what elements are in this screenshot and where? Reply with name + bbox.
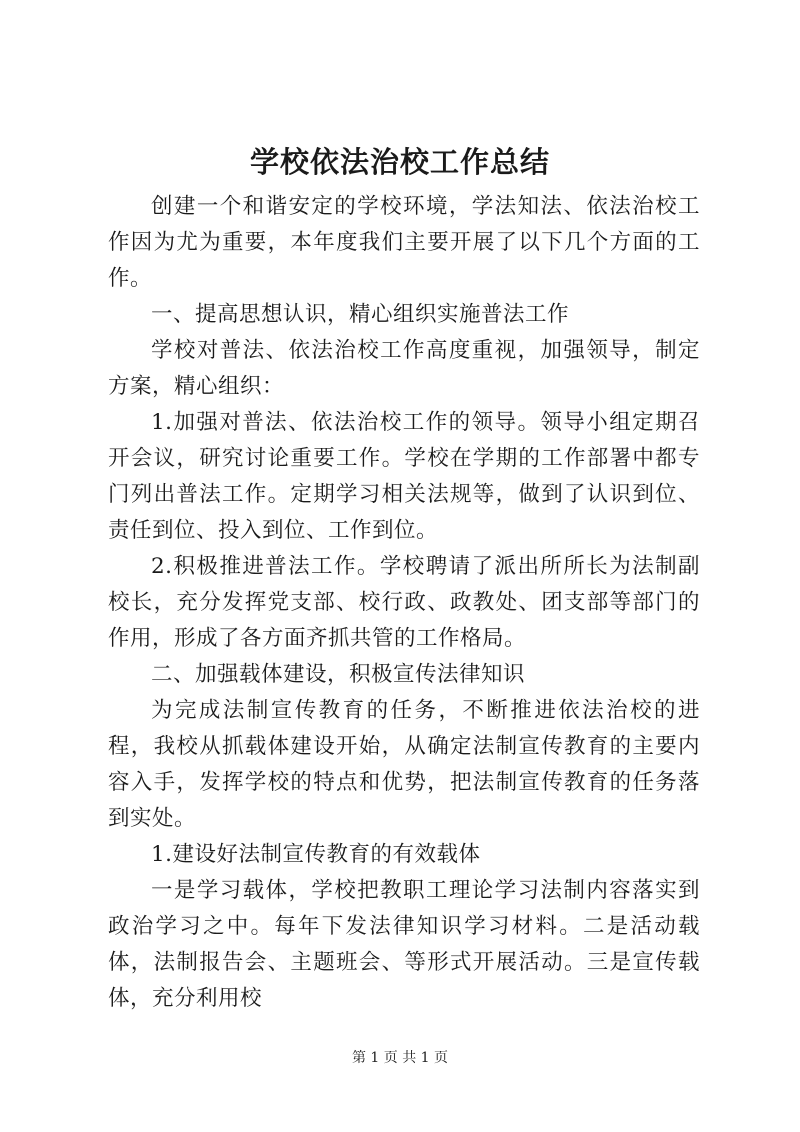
section-heading-2: 二、加强载体建设，积极宣传法律知识 xyxy=(151,662,526,687)
paragraph: 学校对普法、依法治校工作高度重视，加强领导，制定方案，精心组织： xyxy=(108,338,700,399)
section-heading-1: 一、提高思想认识，精心组织实施普法工作 xyxy=(151,302,570,327)
document-body xyxy=(108,189,700,1017)
paragraph: 2.积极推进普法工作。学校聘请了派出所所长为法制副校长，充分发挥党支部、校行政、政教处、团支部等部门的作用，形成了各方面齐抓共管的工作格局。 xyxy=(108,554,700,651)
subsection-heading: 1.建设好法制宣传教育的有效载体 xyxy=(151,842,481,867)
paragraph: 为完成法制宣传教育的任务，不断推进依法治校的进程，我校从抓载体建设开始，从确定法制宣传教育的主要内容入手，发挥学校的特点和优势，把法制宣传教育的任务落到实处。 xyxy=(108,698,700,831)
paragraph: 1.加强对普法、依法治校工作的领导。领导小组定期召开会议，研究讨论重要工作。学校在学期的工作部署中都专门列出普法工作。定期学习相关法规等，做到了认识到位、责任到位、投入到位、工作到位。 xyxy=(108,410,700,543)
page-footer: 第 1 页 共 1 页 xyxy=(351,1050,449,1066)
paragraph-intro: 创建一个和谐安定的学校环境，学法知法、依法治校工作因为尤为重要，本年度我们主要开展了以下几个方面的工作。 xyxy=(108,194,700,291)
paragraph: 一是学习载体，学校把教职工理论学习法制内容落实到政治学习之中。每年下发法律知识学习材料。二是活动载体，法制报告会、主题班会、等形式开展活动。三是宣传载体，充分利用校 xyxy=(108,878,700,1011)
document-title: 学校依法治校工作总结 xyxy=(249,145,550,179)
